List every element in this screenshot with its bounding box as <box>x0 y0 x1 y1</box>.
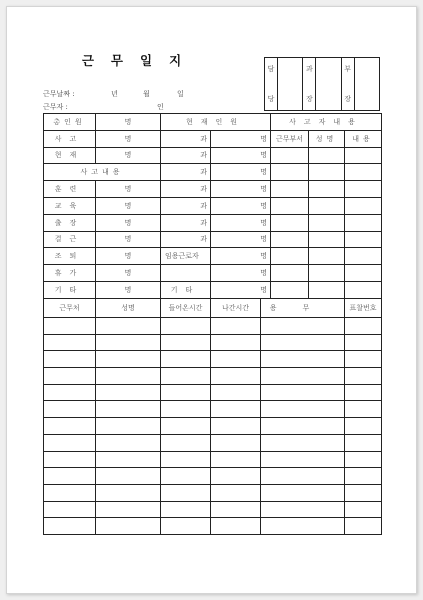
work-date-line <box>43 89 193 99</box>
total-unit: 명 <box>96 114 161 131</box>
incident-cell[interactable] <box>271 181 309 198</box>
log-cell[interactable] <box>261 351 345 368</box>
row-unit: 명 <box>96 281 161 298</box>
incident-cell[interactable] <box>345 197 382 214</box>
log-cell[interactable] <box>211 434 261 451</box>
log-cell[interactable] <box>345 484 382 501</box>
incident-cell[interactable] <box>309 197 345 214</box>
row-section: 과 <box>161 147 211 164</box>
log-cell[interactable] <box>161 468 211 485</box>
manager-label-cell <box>303 58 316 111</box>
log-cell[interactable] <box>211 451 261 468</box>
director-label-char: 장 <box>344 95 352 103</box>
incident-cell[interactable] <box>309 248 345 265</box>
log-cell[interactable] <box>44 418 96 435</box>
row-label: 사고 <box>44 130 96 147</box>
incident-cell[interactable] <box>309 231 345 248</box>
log-cell[interactable] <box>345 451 382 468</box>
log-cell[interactable] <box>44 518 96 535</box>
incident-col-dept: 근무부서 <box>271 130 309 147</box>
row-unit: 명 <box>211 248 271 265</box>
row-label: 교육 <box>44 197 96 214</box>
log-cell[interactable] <box>345 468 382 485</box>
log-cell[interactable] <box>44 334 96 351</box>
row-label: 출장 <box>44 214 96 231</box>
log-cell[interactable] <box>96 384 161 401</box>
log-cell[interactable] <box>261 318 345 335</box>
row-unit: 명 <box>211 181 271 198</box>
log-col-out-time: 나간시간 <box>211 299 261 318</box>
current-label: 현재인원 <box>161 114 271 131</box>
log-cell[interactable] <box>345 518 382 535</box>
log-cell[interactable] <box>161 418 211 435</box>
document-title: 근무일지 <box>81 53 199 68</box>
log-cell[interactable] <box>96 418 161 435</box>
log-cell[interactable] <box>345 401 382 418</box>
row-label: 휴가 <box>44 265 96 282</box>
log-cell[interactable] <box>211 468 261 485</box>
log-col-in-time: 들어온시간 <box>161 299 211 318</box>
document-page <box>6 6 417 594</box>
incident-cell[interactable] <box>271 248 309 265</box>
incident-cell[interactable] <box>345 265 382 282</box>
log-cell[interactable] <box>211 418 261 435</box>
row-sublabel: 임용근로자 <box>161 248 211 265</box>
log-cell[interactable] <box>161 384 211 401</box>
incident-header: 사고자내용 <box>271 114 382 131</box>
row-section: 과 <box>161 181 211 198</box>
log-cell[interactable] <box>345 351 382 368</box>
row-label: 기타 <box>44 281 96 298</box>
log-cell[interactable] <box>261 384 345 401</box>
log-cell[interactable] <box>44 401 96 418</box>
log-cell[interactable] <box>345 368 382 385</box>
row-unit: 명 <box>96 231 161 248</box>
log-cell[interactable] <box>211 318 261 335</box>
log-cell[interactable] <box>96 484 161 501</box>
incident-cell[interactable] <box>345 164 382 181</box>
log-cell[interactable] <box>211 334 261 351</box>
approval-label-cell <box>265 58 278 111</box>
row-sublabel: 기타 <box>161 281 211 298</box>
row-section: 과 <box>161 214 211 231</box>
row-unit: 명 <box>96 181 161 198</box>
row-unit: 명 <box>96 265 161 282</box>
row-section: 과 <box>161 231 211 248</box>
total-label: 총인원 <box>44 114 96 131</box>
row-unit: 명 <box>211 231 271 248</box>
row-unit: 명 <box>96 248 161 265</box>
log-cell[interactable] <box>96 468 161 485</box>
log-cell[interactable] <box>96 318 161 335</box>
blank-cell[interactable] <box>161 265 211 282</box>
log-cell[interactable] <box>161 334 211 351</box>
log-cell[interactable] <box>261 501 345 518</box>
log-cell[interactable] <box>44 484 96 501</box>
row-unit: 명 <box>211 164 271 181</box>
log-cell[interactable] <box>211 501 261 518</box>
date-year-label: 년 <box>111 90 118 98</box>
incident-cell[interactable] <box>271 265 309 282</box>
approval-label-char: 당 <box>267 95 275 103</box>
log-cell[interactable] <box>96 334 161 351</box>
log-cell[interactable] <box>96 351 161 368</box>
date-day-label: 일 <box>177 90 184 98</box>
log-cell[interactable] <box>211 518 261 535</box>
approval-label-char: 담 <box>267 65 275 73</box>
log-cell[interactable] <box>96 434 161 451</box>
log-cell[interactable] <box>161 484 211 501</box>
director-label-char: 부 <box>344 65 352 73</box>
row-label: 사고내용 <box>44 164 161 181</box>
log-cell[interactable] <box>96 368 161 385</box>
log-cell[interactable] <box>261 468 345 485</box>
row-label: 결근 <box>44 231 96 248</box>
row-label: 훈련 <box>44 181 96 198</box>
row-unit: 명 <box>96 197 161 214</box>
log-cell[interactable] <box>161 451 211 468</box>
approval-sign-director[interactable] <box>354 58 379 111</box>
row-unit: 명 <box>211 281 271 298</box>
manager-label-char: 장 <box>305 95 313 103</box>
approval-box <box>264 57 380 111</box>
incident-cell[interactable] <box>271 164 309 181</box>
log-cell[interactable] <box>161 351 211 368</box>
row-unit: 명 <box>211 214 271 231</box>
log-cell[interactable] <box>44 351 96 368</box>
incident-cell[interactable] <box>271 231 309 248</box>
log-col-badge-no: 표찰번호 <box>345 299 382 318</box>
row-unit: 명 <box>96 147 161 164</box>
visit-log-table <box>43 298 382 535</box>
incident-cell[interactable] <box>271 214 309 231</box>
log-cell[interactable] <box>44 468 96 485</box>
log-cell[interactable] <box>261 418 345 435</box>
personnel-table <box>43 113 382 299</box>
incident-cell[interactable] <box>345 147 382 164</box>
log-cell[interactable] <box>261 368 345 385</box>
row-unit: 명 <box>211 197 271 214</box>
log-cell[interactable] <box>211 368 261 385</box>
log-cell[interactable] <box>161 434 211 451</box>
log-cell[interactable] <box>161 518 211 535</box>
approval-sign-staff[interactable] <box>278 58 303 111</box>
director-label-cell <box>341 58 354 111</box>
worker-line <box>43 102 193 112</box>
incident-cell[interactable] <box>309 214 345 231</box>
incident-col-content: 내용 <box>345 130 382 147</box>
manager-label-char: 과 <box>305 65 313 73</box>
log-cell[interactable] <box>211 351 261 368</box>
log-cell[interactable] <box>44 434 96 451</box>
log-col-name: 성명 <box>96 299 161 318</box>
log-cell[interactable] <box>44 368 96 385</box>
log-cell[interactable] <box>211 401 261 418</box>
incident-cell[interactable] <box>309 265 345 282</box>
date-month-label: 월 <box>143 90 150 98</box>
incident-cell[interactable] <box>345 181 382 198</box>
incident-cell[interactable] <box>345 214 382 231</box>
log-cell[interactable] <box>161 368 211 385</box>
log-cell[interactable] <box>44 451 96 468</box>
log-cell[interactable] <box>96 518 161 535</box>
log-cell[interactable] <box>345 384 382 401</box>
incident-cell[interactable] <box>271 197 309 214</box>
incident-cell[interactable] <box>309 181 345 198</box>
row-section: 과 <box>161 130 211 147</box>
incident-cell[interactable] <box>345 281 382 298</box>
incident-cell[interactable] <box>345 248 382 265</box>
log-cell[interactable] <box>96 451 161 468</box>
log-cell[interactable] <box>345 434 382 451</box>
log-cell[interactable] <box>345 318 382 335</box>
log-cell[interactable] <box>261 434 345 451</box>
incident-cell[interactable] <box>345 231 382 248</box>
log-cell[interactable] <box>261 484 345 501</box>
log-cell[interactable] <box>261 451 345 468</box>
log-cell[interactable] <box>96 501 161 518</box>
row-section: 과 <box>161 164 211 181</box>
log-cell[interactable] <box>211 484 261 501</box>
log-cell[interactable] <box>261 401 345 418</box>
log-cell[interactable] <box>161 318 211 335</box>
log-cell[interactable] <box>44 501 96 518</box>
log-cell[interactable] <box>345 334 382 351</box>
incident-cell[interactable] <box>309 164 345 181</box>
incident-cell[interactable] <box>309 281 345 298</box>
log-cell[interactable] <box>161 501 211 518</box>
log-cell[interactable] <box>261 334 345 351</box>
log-cell[interactable] <box>345 501 382 518</box>
log-cell[interactable] <box>261 518 345 535</box>
incident-cell[interactable] <box>271 281 309 298</box>
incident-cell[interactable] <box>309 147 345 164</box>
log-cell[interactable] <box>96 401 161 418</box>
row-unit: 명 <box>211 265 271 282</box>
row-unit: 명 <box>211 147 271 164</box>
log-cell[interactable] <box>345 418 382 435</box>
seal-label: 인 <box>157 103 164 111</box>
row-unit: 명 <box>96 130 161 147</box>
incident-col-name: 성명 <box>309 130 345 147</box>
row-section: 과 <box>161 197 211 214</box>
log-cell[interactable] <box>161 401 211 418</box>
worker-label: 근무자 : <box>43 103 68 111</box>
approval-sign-manager[interactable] <box>316 58 341 111</box>
work-date-label: 근무날짜 : <box>43 90 75 98</box>
log-col-workplace: 근무처 <box>44 299 96 318</box>
row-label: 조퇴 <box>44 248 96 265</box>
row-unit: 명 <box>211 130 271 147</box>
row-unit: 명 <box>96 214 161 231</box>
log-col-business: 용무 <box>261 299 345 318</box>
row-label: 현재 <box>44 147 96 164</box>
log-cell[interactable] <box>44 318 96 335</box>
log-cell[interactable] <box>211 384 261 401</box>
incident-cell[interactable] <box>271 147 309 164</box>
log-cell[interactable] <box>44 384 96 401</box>
